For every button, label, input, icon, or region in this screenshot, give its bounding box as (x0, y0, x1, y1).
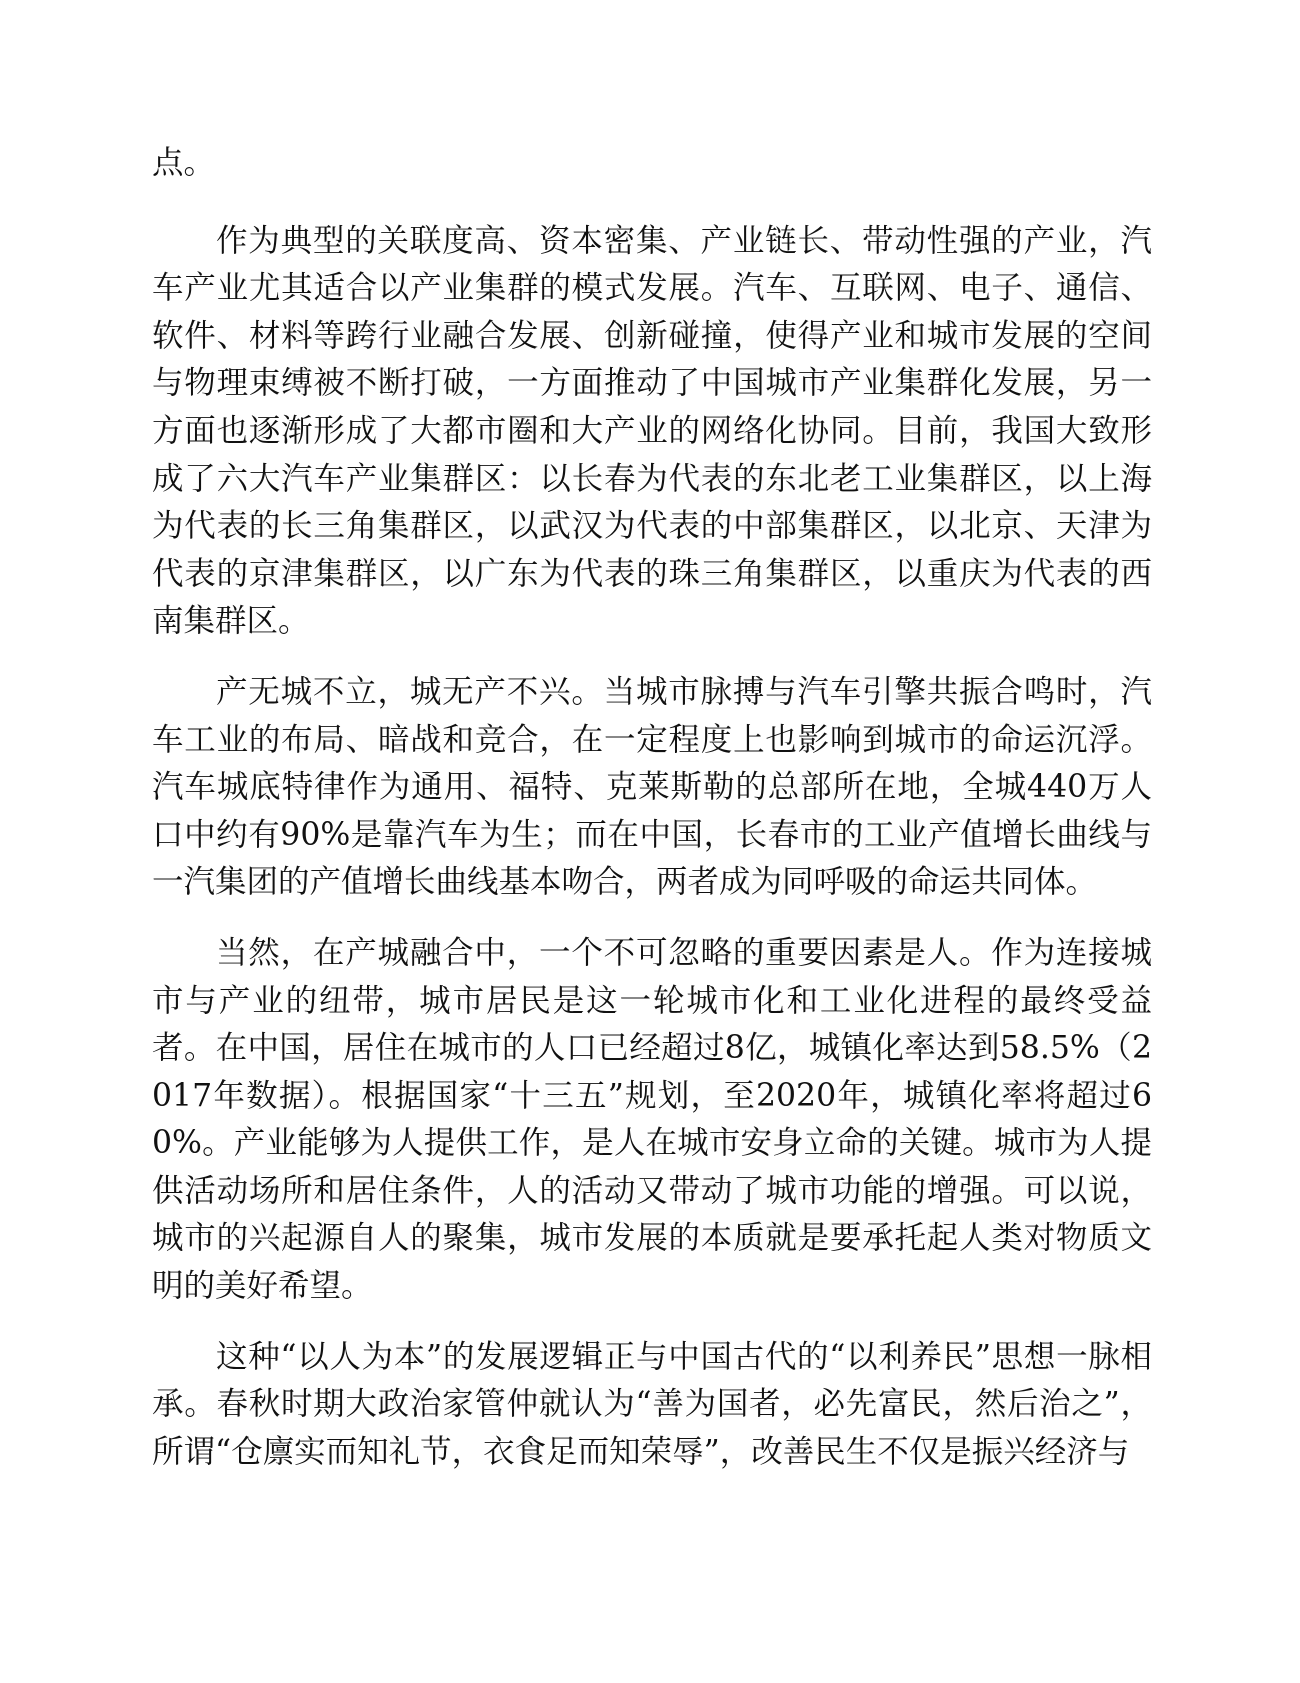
document-page (152, 140, 1152, 1499)
paragraph-people-oriented-logic: 这种“以人为本”的发展逻辑正与中国古代的“以利养民”思想一脉相承。春秋时期大政治家管仲就认为“善为国者，必先富民，然后治之”，所谓“仓廪实而知礼节，衣食足而知荣辱”，改善民生不仅是振兴经济与 (152, 1338, 1152, 1470)
paragraph-people-factor: 当然，在产城融合中，一个不可忽略的重要因素是人。作为连接城市与产业的纽带，城市居民是这一轮城市化和工业化进程的最终受益者。在中国，居住在城市的人口已经超过8亿，城镇化率达到58.5%（2017年数据）。根据国家“十三五”规划，至2020年，城镇化率将超过60%。产业能够为人提供工作，是人在城市安身立命的关键。城市为人提供活动场所和居住条件，人的活动又带动了城市功能的增强。可以说，城市的兴起源自人的聚集，城市发展的本质就是要承托起人类对物质文明的美好希望。 (152, 934, 1152, 1305)
paragraph-industry-city-interdependence: 产无城不立，城无产不兴。当城市脉搏与汽车引擎共振合鸣时，汽车工业的布局、暗战和竞合，在一定程度上也影响到城市的命运沉浮。汽车城底特律作为通用、福特、克莱斯勒的总部所在地，全城440万人口中约有90%是靠汽车为生；而在中国，长春市的工业产值增长曲线与一汽集团的产值增长曲线基本吻合，两者成为同呼吸的命运共同体。 (152, 673, 1152, 901)
paragraph-auto-industry-clusters: 作为典型的关联度高、资本密集、产业链长、带动性强的产业，汽车产业尤其适合以产业集群的模式发展。汽车、互联网、电子、通信、软件、材料等跨行业融合发展、创新碰撞，使得产业和城市发展的空间与物理束缚被不断打破，一方面推动了中国城市产业集群化发展，另一方面也逐渐形成了大都市圈和大产业的网络化协同。目前，我国大致形成了六大汽车产业集群区：以长春为代表的东北老工业集群区，以上海为代表的长三角集群区，以武汉为代表的中部集群区，以北京、天津为代表的京津集群区，以广东为代表的珠三角集群区，以重庆为代表的西南集群区。 (152, 222, 1152, 640)
paragraph-continuation: 点。 (152, 145, 216, 181)
